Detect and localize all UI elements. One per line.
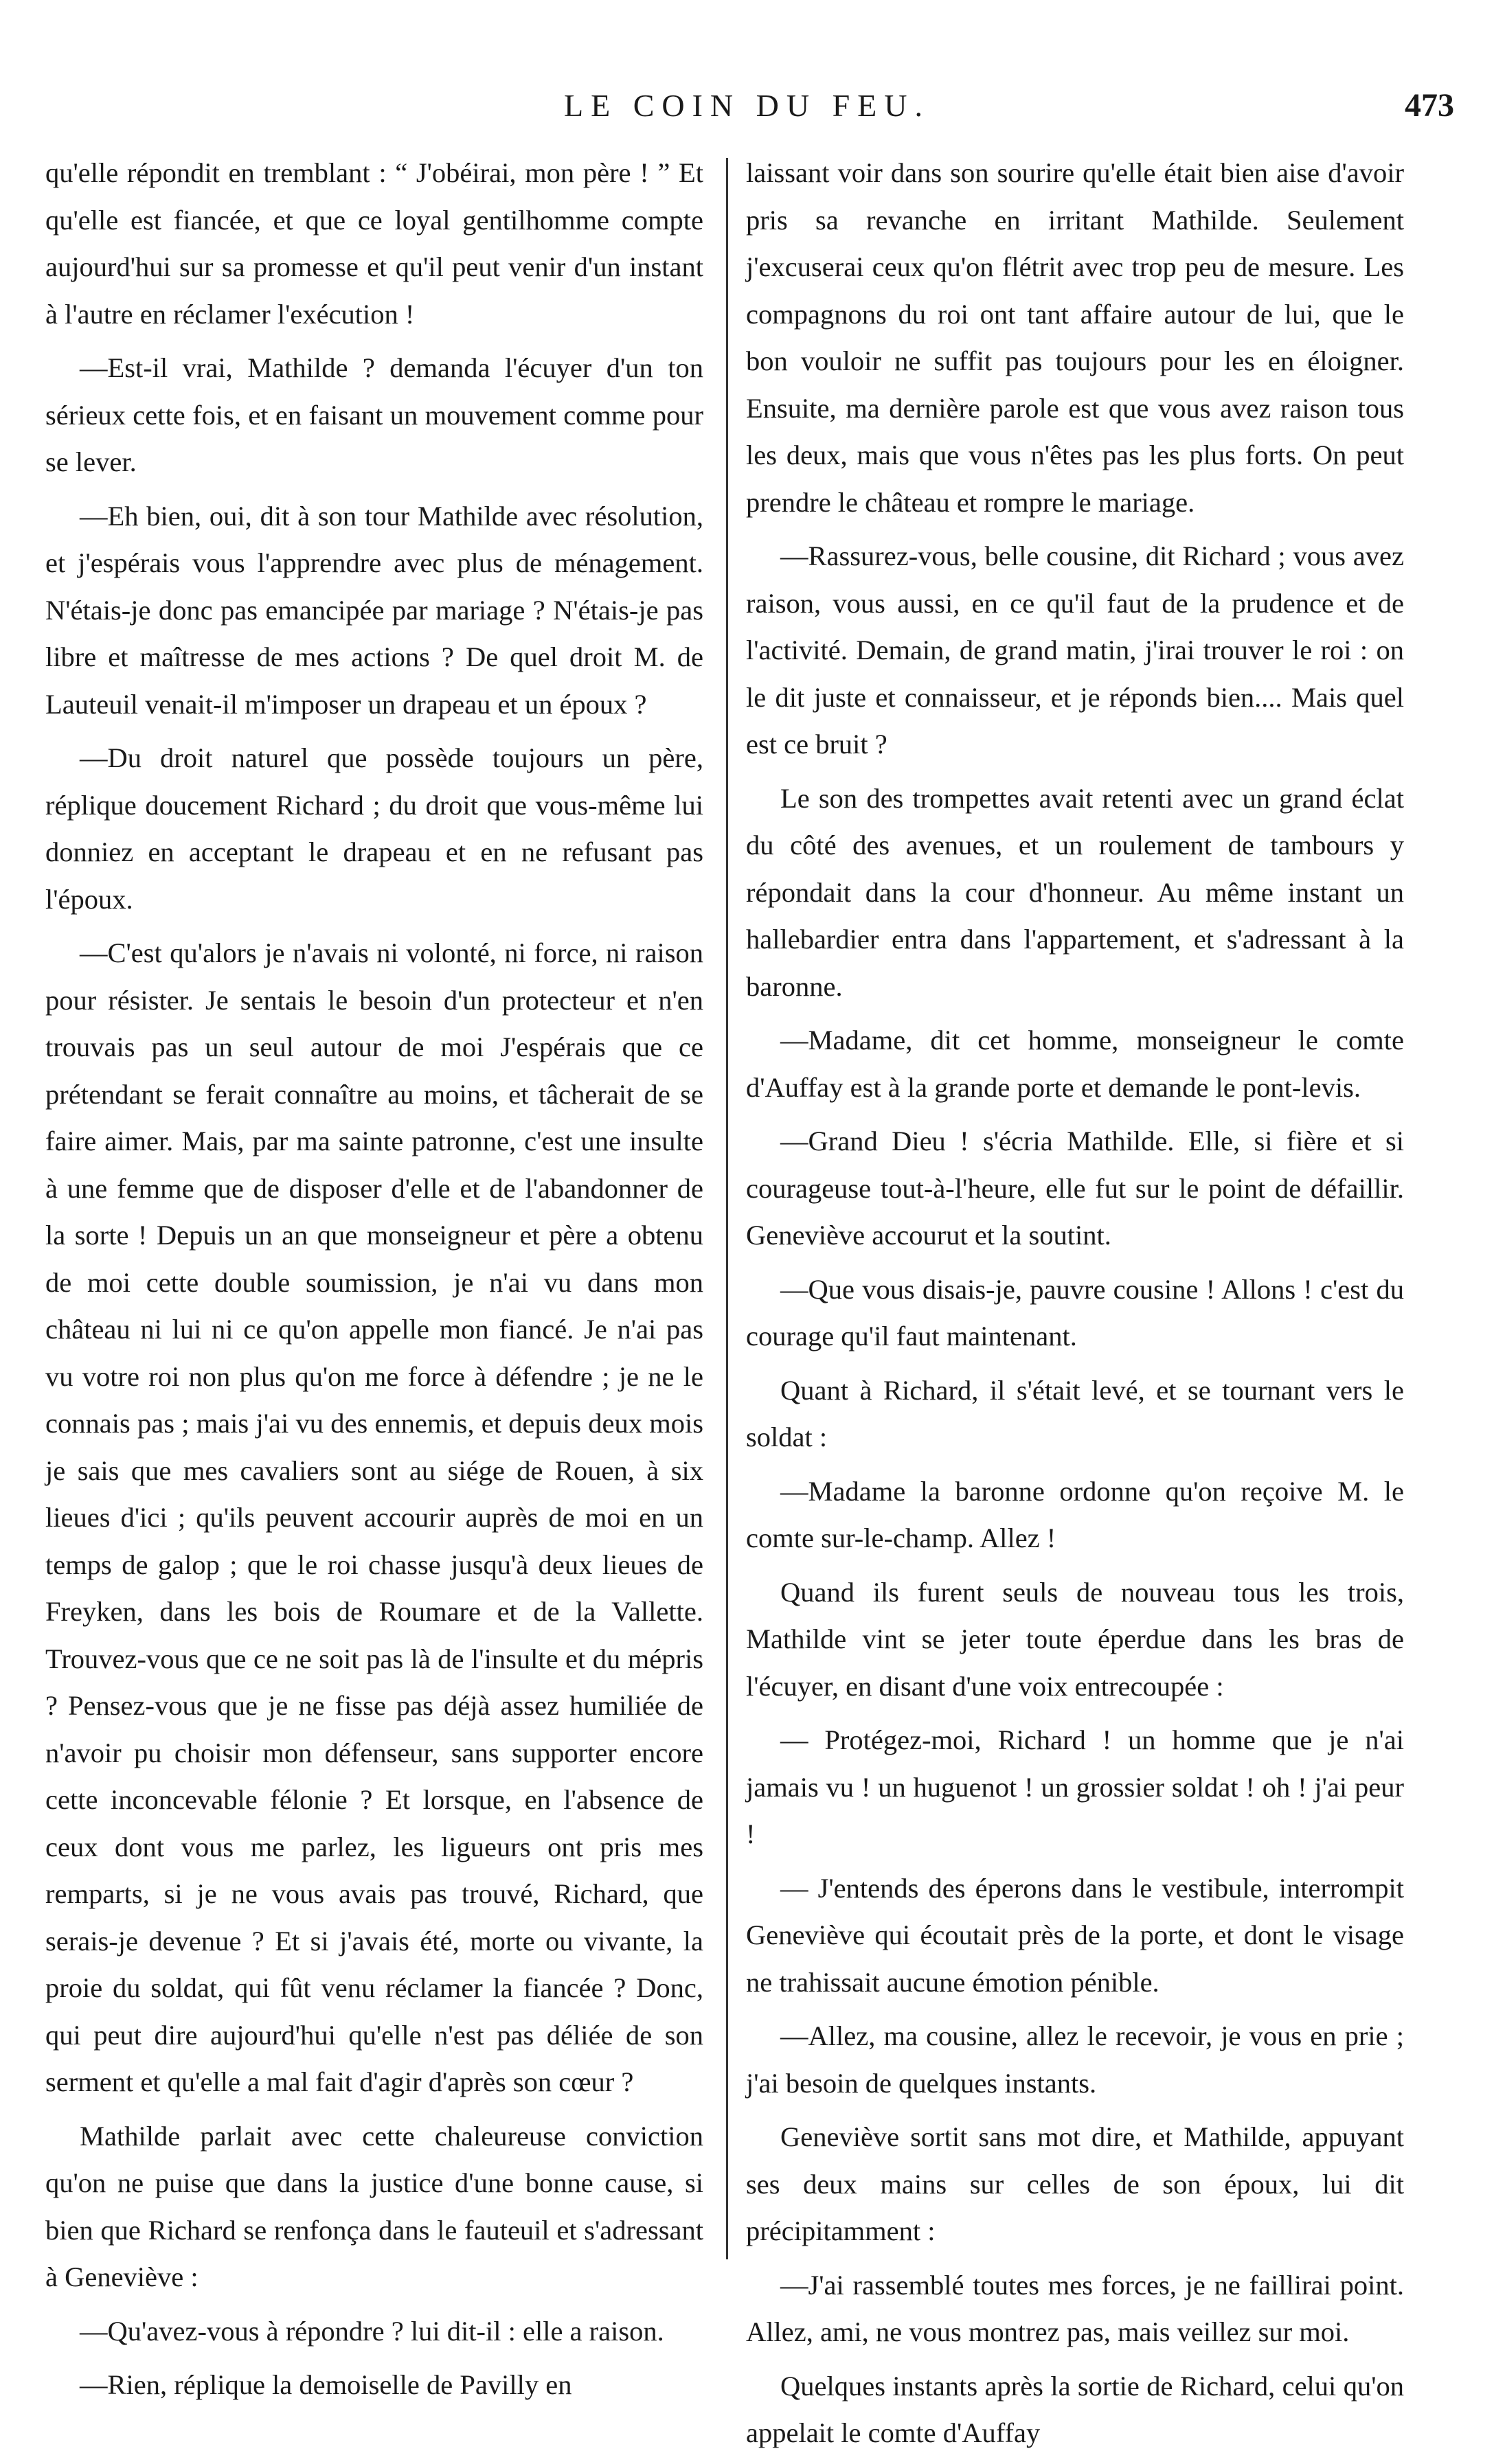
paragraph: Le son des trompettes avait retenti avec un grand éclat du côté des avenues, et un roulement de tambours y répondait dans la cour d'honneur. Au même instant un hallebardier entra dans l'appartement, et s'adressant à la baronne. [746,782,1404,1002]
paragraph: Quand ils furent seuls de nouveau tous les trois, Mathilde vint se jeter toute éperdue dans les bras de l'écuyer, en disant d'une voix entrecoupée : [746,1576,1404,1702]
running-title: LE COIN DU FEU. [564,88,930,123]
paragraph: —Eh bien, oui, dit à son tour Mathilde avec résolution, et j'espérais vous l'apprendre avec plus de ménagement. N'étais-je donc pas emancipée par mariage ? N'étais-je pas libre et maîtresse de mes actions ? De quel droit M. de Lauteuil venait-il m'imposer un drapeau et un époux ? [45,500,703,720]
paragraph: —Grand Dieu ! s'écria Mathilde. Elle, si fière et si courageuse tout-à-l'heure, elle fut sur le point de défaillir. Geneviève accourut et la soutint. [746,1126,1404,1251]
paragraph: —Rassurez-vous, belle cousine, dit Richard ; vous avez raison, vous aussi, en ce qu'il faut de la prudence et de l'activité. Demain, de grand matin, j'irai trouver le roi : on le dit juste et connaisseur, et je réponds bien.... Mais quel est ce bruit ? [746,540,1404,760]
right-column [746,150,1404,2464]
paragraph: —Est-il vrai, Mathilde ? demanda l'écuyer d'un ton sérieux cette fois, et en faisant un mouvement comme pour se lever. [45,352,703,477]
page-header [0,85,1494,133]
paragraph: —Qu'avez-vous à répondre ? lui dit-il : elle a raison. [80,2315,664,2347]
paragraph: qu'elle répondit en tremblant : “ J'obéirai, mon père ! ” Et qu'elle est fiancée, et que ce loyal gentilhomme compte aujourd'hui sur sa promesse et qu'il peut venir d'un instant à l'autre en réclamer l'exécution ! [45,157,703,330]
paragraph: Geneviève sortit sans mot dire, et Mathilde, appuyant ses deux mains sur celles de son époux, lui dit précipitamment : [746,2121,1404,2246]
paragraph: —Madame la baronne ordonne qu'on reçoive M. le comte sur-le-champ. Allez ! [746,1475,1404,1553]
paragraph: —C'est qu'alors je n'avais ni volonté, ni force, ni raison pour résister. Je sentais le besoin d'un protecteur et n'en trouvais pas un seul autour de moi J'espérais que ce prétendant se ferait connaître au moins, et tâcherait de se faire aimer. Mais, par ma sainte patronne, c'est une insulte à une femme que de disposer d'elle et de l'abandonner de la sorte ! Depuis un an que monseigneur et père a obtenu de moi cette double soumission, je n'ai vu dans mon château ni lui ni ce qu'on appelle mon fiancé. Je n'ai pas vu votre roi non plus qu'on me force à défendre ; je ne le connais pas ; mais j'ai vu des ennemis, et depuis deux mois je sais que mes cavaliers sont au siége de Rouen, à six lieues d'ici ; qu'ils peuvent accourir auprès de moi en un temps de galop ; que le roi chasse jusqu'à deux lieues de Freyken, dans les bois de Roumare et de la Vallette. Trouvez-vous que ce ne soit pas là de l'insulte et du mépris ? Pensez-vous que je ne fisse pas déjà assez humiliée de n'avoir pu choisir mon défenseur, sans supporter encore cette inconcevable félonie ? Et lorsque, en l'absence de ceux dont vous me parlez, les ligueurs ont pris mes remparts, si je ne vous avais pas trouvé, Richard, que serais-je devenue ? Et si j'avais été, morte ou vivante, la proie du soldat, qui fût venu réclamer la fiancée ? Donc, qui peut dire aujourd'hui qu'elle n'est pas déliée de son serment et qu'elle a mal fait d'agir d'après son cœur ? [45,937,703,2097]
page-number: 473 [1405,87,1454,124]
paragraph: —Que vous disais-je, pauvre cousine ! Allons ! c'est du courage qu'il faut maintenant. [746,1273,1404,1351]
paragraph: —J'ai rassemblé toutes mes forces, je ne faillirai point. Allez, ami, ne vous montrez pas, mais veillez sur moi. [746,2269,1404,2347]
paragraph: —Du droit naturel que possède toujours un père, réplique doucement Richard ; du droit que vous-même lui donniez en acceptant le drapeau et en ne refusant pas l'époux. [45,742,703,915]
paragraph: Quelques instants après la sortie de Richard, celui qu'on appelait le comte d'Auffay [746,2370,1404,2448]
paragraph: — Protégez-moi, Richard ! un homme que je n'ai jamais vu ! un huguenot ! un grossier soldat ! oh ! j'ai peur ! [746,1724,1404,1849]
column-divider [726,158,728,2259]
paragraph: —Rien, réplique la demoiselle de Pavilly en [80,2369,572,2400]
paragraph: — J'entends des éperons dans le vestibule, interrompit Geneviève qui écoutait près de la porte, et dont le visage ne trahissait aucune émotion pénible. [746,1872,1404,1998]
paragraph: —Madame, dit cet homme, monseigneur le comte d'Auffay est à la grande porte et demande le pont-levis. [746,1025,1404,1103]
paragraph: laissant voir dans son sourire qu'elle était bien aise d'avoir pris sa revanche en irritant Mathilde. Seulement j'excuserai ceux qu'on flétrit avec trop peu de mesure. Les compagnons du roi ont tant affaire autour de lui, que le bon vouloir ne suffit pas toujours pour les en éloigner. Ensuite, ma dernière parole est que vous avez raison tous les deux, mais que vous n'êtes pas les plus forts. On peut prendre le château et rompre le mariage. [746,157,1404,518]
paragraph: Quant à Richard, il s'était levé, et se tournant vers le soldat : [746,1374,1404,1452]
paragraph: —Allez, ma cousine, allez le recevoir, je vous en prie ; j'ai besoin de quelques instants. [746,2020,1404,2099]
left-column [45,150,703,2416]
paragraph: Mathilde parlait avec cette chaleureuse conviction qu'on ne puise que dans la justice d'une bonne cause, si bien que Richard se renfonça dans le fauteuil et s'adressant à Geneviève : [45,2120,703,2292]
